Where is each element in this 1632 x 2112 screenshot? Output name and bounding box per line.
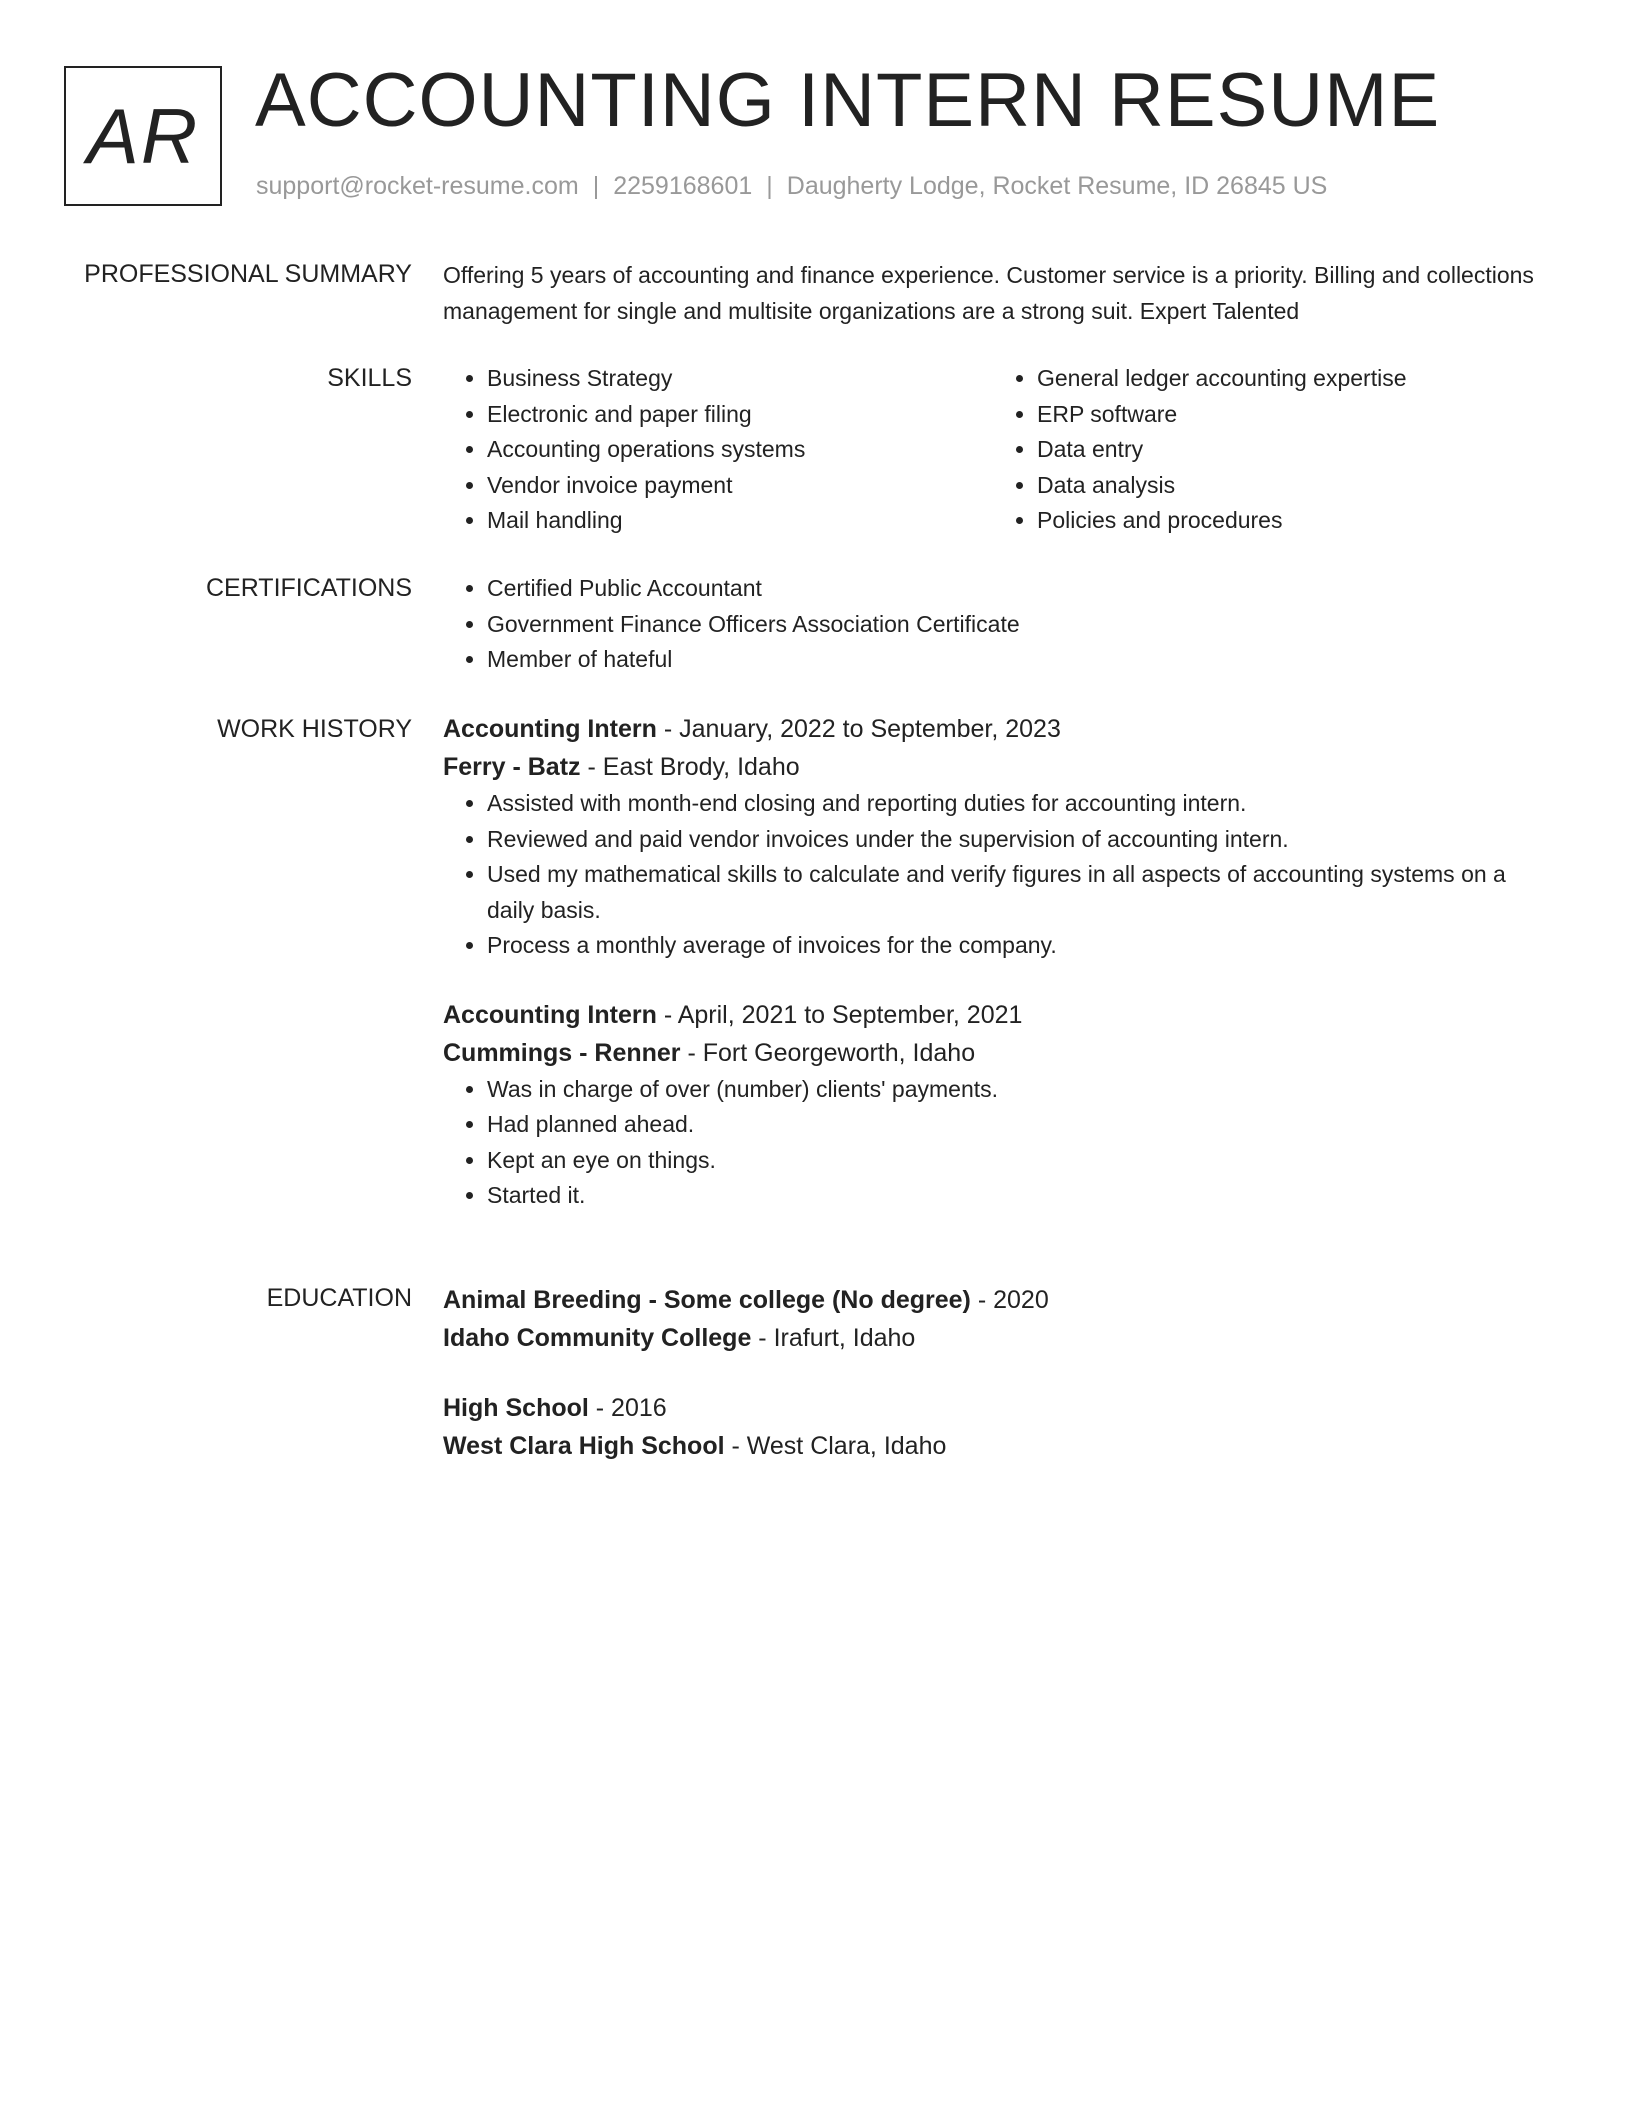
job-entry bbox=[443, 996, 1543, 1214]
resume-title: ACCOUNTING INTERN RESUME bbox=[255, 58, 1441, 143]
job-company-line bbox=[443, 1034, 1543, 1072]
job-bullet: • Process a monthly average of invoices for the company. bbox=[487, 928, 1543, 964]
job-bullet: • Reviewed and paid vendor invoices under the supervision of accounting intern. bbox=[487, 822, 1543, 858]
certifications-list bbox=[443, 571, 1543, 678]
certifications-body bbox=[443, 571, 1543, 678]
contact-address: Daugherty Lodge, Rocket Resume, ID 26845 US bbox=[786, 172, 1328, 200]
skills-list-right bbox=[993, 361, 1543, 539]
skill-item: • Accounting operations systems bbox=[487, 432, 993, 468]
contact-line bbox=[256, 172, 1327, 201]
education-school: Idaho Community College bbox=[443, 1324, 752, 1352]
education-degree: High School bbox=[443, 1394, 589, 1422]
education-location: - West Clara, Idaho bbox=[724, 1432, 947, 1460]
education-year: - 2020 bbox=[970, 1286, 1049, 1314]
skills-list-left bbox=[443, 361, 993, 539]
job-dates: - April, 2021 to September, 2021 bbox=[656, 1000, 1023, 1029]
job-title: Accounting Intern bbox=[443, 715, 657, 743]
skill-item: • ERP software bbox=[1037, 397, 1543, 433]
job-entry bbox=[443, 710, 1543, 964]
education-entry bbox=[443, 1389, 1543, 1465]
job-company: Ferry - Batz bbox=[443, 753, 581, 781]
education-entry bbox=[443, 1281, 1543, 1357]
job-location: - Fort Georgeworth, Idaho bbox=[680, 1038, 976, 1067]
section-label-certifications: CERTIFICATIONS bbox=[205, 574, 412, 602]
education-degree: Animal Breeding - Some college (No degree) bbox=[443, 1286, 971, 1314]
skill-item: • Electronic and paper filing bbox=[487, 397, 993, 433]
certification-item: • Government Finance Officers Association Certificate bbox=[487, 607, 1543, 643]
contact-phone: 2259168601 bbox=[613, 172, 753, 200]
summary-text: Offering 5 years of accounting and finance experience. Customer service is a priority. Billing and collections management for single and multisite organizations are a strong suit. Expert Talented bbox=[443, 262, 1534, 324]
education-location: - Irafurt, Idaho bbox=[751, 1324, 916, 1352]
education-school: West Clara High School bbox=[443, 1432, 725, 1460]
education-year: - 2016 bbox=[588, 1394, 667, 1422]
job-company: Cummings - Renner bbox=[443, 1038, 681, 1067]
summary-body bbox=[443, 257, 1543, 329]
job-bullet: • Kept an eye on things. bbox=[487, 1143, 1543, 1179]
skills-body bbox=[443, 361, 1543, 539]
education-school-line bbox=[443, 1427, 1543, 1465]
section-label-work-history: WORK HISTORY bbox=[217, 715, 412, 743]
job-location: - East Brody, Idaho bbox=[580, 753, 800, 781]
contact-email: support@rocket-resume.com bbox=[256, 172, 579, 200]
skill-item: • Vendor invoice payment bbox=[487, 468, 993, 504]
contact-separator: | bbox=[592, 172, 600, 200]
education-body bbox=[443, 1281, 1543, 1497]
skill-item: • General ledger accounting expertise bbox=[1037, 361, 1543, 397]
job-title: Accounting Intern bbox=[443, 1000, 657, 1029]
certification-item: • Certified Public Accountant bbox=[487, 571, 1543, 607]
education-school-line bbox=[443, 1319, 1543, 1357]
job-bullet: • Used my mathematical skills to calculate and verify figures in all aspects of accounting systems on a daily basis. bbox=[487, 857, 1543, 928]
job-bullet: • Was in charge of over (number) clients' payments. bbox=[487, 1072, 1543, 1108]
section-label-education: EDUCATION bbox=[266, 1284, 412, 1312]
skill-item: • Data entry bbox=[1037, 432, 1543, 468]
skill-item: • Business Strategy bbox=[487, 361, 993, 397]
job-bullets bbox=[443, 1072, 1543, 1214]
contact-separator: | bbox=[766, 172, 773, 200]
job-bullet: • Started it. bbox=[487, 1178, 1543, 1214]
skill-item: • Mail handling bbox=[487, 503, 993, 539]
education-degree-line bbox=[443, 1389, 1543, 1427]
section-label-summary: PROFESSIONAL SUMMARY bbox=[84, 260, 412, 288]
monogram-box bbox=[64, 66, 222, 206]
job-title-line bbox=[443, 710, 1543, 748]
education-degree-line bbox=[443, 1281, 1543, 1319]
work-history-body bbox=[443, 710, 1543, 1246]
job-bullet: • Assisted with month-end closing and reporting duties for accounting intern. bbox=[487, 786, 1543, 822]
job-dates: - January, 2022 to September, 2023 bbox=[656, 715, 1061, 743]
job-company-line bbox=[443, 748, 1543, 786]
skill-item: • Policies and procedures bbox=[1037, 503, 1543, 539]
skill-item: • Data analysis bbox=[1037, 468, 1543, 504]
job-bullets bbox=[443, 786, 1543, 964]
section-label-skills: SKILLS bbox=[327, 364, 412, 392]
monogram-initials: AR bbox=[86, 91, 200, 180]
certification-item: • Member of hateful bbox=[487, 642, 1543, 678]
job-bullet: • Had planned ahead. bbox=[487, 1107, 1543, 1143]
job-title-line bbox=[443, 996, 1543, 1034]
